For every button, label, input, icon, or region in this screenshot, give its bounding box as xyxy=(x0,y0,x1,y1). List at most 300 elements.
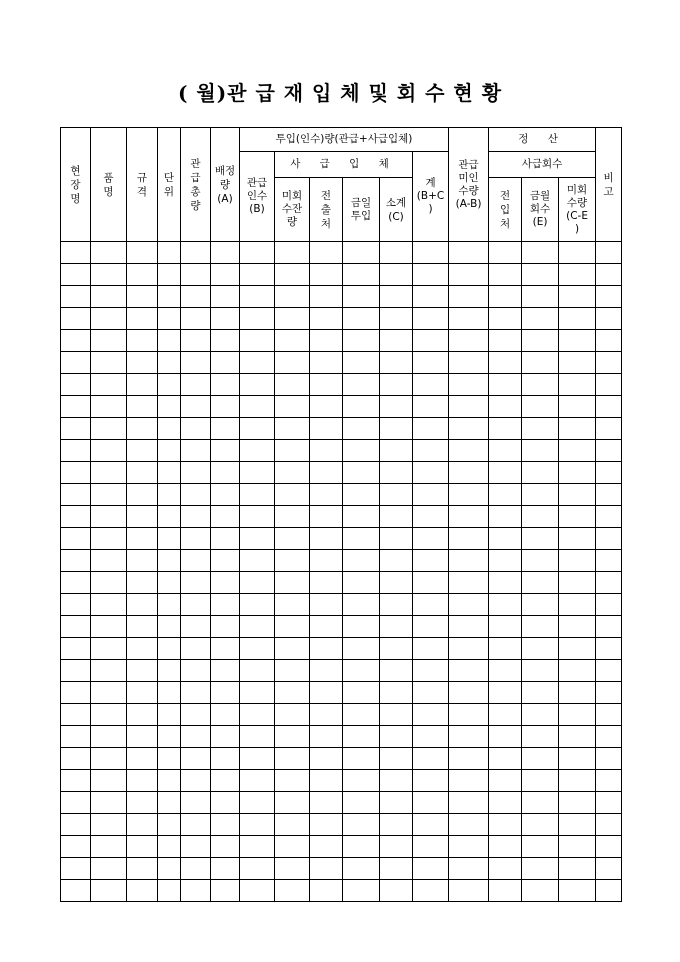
table-cell[interactable] xyxy=(127,594,158,616)
table-cell[interactable] xyxy=(181,594,211,616)
table-cell[interactable] xyxy=(275,484,310,506)
table-cell[interactable] xyxy=(61,286,91,308)
table-cell[interactable] xyxy=(61,770,91,792)
table-cell[interactable] xyxy=(61,352,91,374)
table-cell[interactable] xyxy=(91,462,127,484)
table-cell[interactable] xyxy=(343,880,380,902)
table-cell[interactable] xyxy=(310,880,343,902)
table-cell[interactable] xyxy=(343,374,380,396)
table-cell[interactable] xyxy=(413,858,449,880)
table-cell[interactable] xyxy=(413,506,449,528)
table-cell[interactable] xyxy=(211,440,240,462)
table-cell[interactable] xyxy=(413,726,449,748)
table-cell[interactable] xyxy=(61,242,91,264)
table-cell[interactable] xyxy=(211,572,240,594)
table-cell[interactable] xyxy=(449,418,489,440)
table-cell[interactable] xyxy=(127,572,158,594)
table-cell[interactable] xyxy=(91,594,127,616)
table-cell[interactable] xyxy=(343,660,380,682)
table-cell[interactable] xyxy=(181,858,211,880)
table-cell[interactable] xyxy=(449,770,489,792)
table-cell[interactable] xyxy=(61,308,91,330)
table-cell[interactable] xyxy=(596,352,622,374)
table-cell[interactable] xyxy=(158,726,181,748)
table-cell[interactable] xyxy=(310,352,343,374)
table-cell[interactable] xyxy=(211,352,240,374)
table-cell[interactable] xyxy=(449,462,489,484)
table-cell[interactable] xyxy=(559,682,596,704)
table-cell[interactable] xyxy=(240,792,275,814)
table-cell[interactable] xyxy=(596,330,622,352)
table-cell[interactable] xyxy=(449,286,489,308)
table-cell[interactable] xyxy=(380,396,413,418)
table-cell[interactable] xyxy=(240,286,275,308)
table-cell[interactable] xyxy=(449,484,489,506)
table-cell[interactable] xyxy=(211,616,240,638)
table-cell[interactable] xyxy=(275,726,310,748)
table-cell[interactable] xyxy=(449,572,489,594)
table-cell[interactable] xyxy=(489,682,522,704)
table-cell[interactable] xyxy=(522,242,559,264)
table-cell[interactable] xyxy=(158,880,181,902)
table-cell[interactable] xyxy=(380,836,413,858)
table-cell[interactable] xyxy=(380,660,413,682)
table-cell[interactable] xyxy=(310,484,343,506)
table-cell[interactable] xyxy=(158,616,181,638)
table-cell[interactable] xyxy=(449,858,489,880)
table-cell[interactable] xyxy=(522,594,559,616)
table-cell[interactable] xyxy=(380,440,413,462)
table-cell[interactable] xyxy=(449,814,489,836)
table-cell[interactable] xyxy=(275,814,310,836)
table-cell[interactable] xyxy=(559,770,596,792)
table-cell[interactable] xyxy=(240,352,275,374)
table-cell[interactable] xyxy=(211,638,240,660)
table-cell[interactable] xyxy=(91,660,127,682)
table-cell[interactable] xyxy=(275,572,310,594)
table-cell[interactable] xyxy=(275,462,310,484)
table-cell[interactable] xyxy=(310,528,343,550)
table-cell[interactable] xyxy=(158,484,181,506)
table-cell[interactable] xyxy=(559,638,596,660)
table-cell[interactable] xyxy=(489,594,522,616)
table-cell[interactable] xyxy=(91,418,127,440)
table-cell[interactable] xyxy=(489,880,522,902)
table-cell[interactable] xyxy=(211,594,240,616)
table-cell[interactable] xyxy=(559,506,596,528)
table-cell[interactable] xyxy=(522,418,559,440)
table-cell[interactable] xyxy=(343,550,380,572)
table-cell[interactable] xyxy=(91,484,127,506)
table-cell[interactable] xyxy=(61,418,91,440)
table-cell[interactable] xyxy=(559,616,596,638)
table-cell[interactable] xyxy=(211,814,240,836)
table-cell[interactable] xyxy=(310,814,343,836)
table-cell[interactable] xyxy=(343,836,380,858)
table-cell[interactable] xyxy=(413,440,449,462)
table-cell[interactable] xyxy=(181,836,211,858)
table-cell[interactable] xyxy=(240,484,275,506)
table-cell[interactable] xyxy=(127,330,158,352)
table-cell[interactable] xyxy=(158,396,181,418)
table-cell[interactable] xyxy=(522,484,559,506)
table-cell[interactable] xyxy=(61,836,91,858)
table-cell[interactable] xyxy=(158,264,181,286)
table-cell[interactable] xyxy=(559,462,596,484)
table-cell[interactable] xyxy=(413,704,449,726)
table-cell[interactable] xyxy=(240,594,275,616)
table-cell[interactable] xyxy=(61,374,91,396)
table-cell[interactable] xyxy=(61,528,91,550)
table-cell[interactable] xyxy=(449,308,489,330)
table-cell[interactable] xyxy=(449,682,489,704)
table-cell[interactable] xyxy=(181,352,211,374)
table-cell[interactable] xyxy=(559,418,596,440)
table-cell[interactable] xyxy=(61,660,91,682)
table-cell[interactable] xyxy=(449,836,489,858)
table-cell[interactable] xyxy=(127,858,158,880)
table-cell[interactable] xyxy=(449,726,489,748)
table-cell[interactable] xyxy=(91,682,127,704)
table-cell[interactable] xyxy=(343,572,380,594)
table-cell[interactable] xyxy=(413,330,449,352)
table-cell[interactable] xyxy=(240,528,275,550)
table-cell[interactable] xyxy=(158,704,181,726)
table-cell[interactable] xyxy=(61,748,91,770)
table-cell[interactable] xyxy=(489,418,522,440)
table-cell[interactable] xyxy=(596,462,622,484)
table-cell[interactable] xyxy=(240,814,275,836)
table-cell[interactable] xyxy=(522,396,559,418)
table-cell[interactable] xyxy=(559,286,596,308)
table-cell[interactable] xyxy=(240,374,275,396)
table-cell[interactable] xyxy=(343,352,380,374)
table-cell[interactable] xyxy=(240,726,275,748)
table-cell[interactable] xyxy=(413,462,449,484)
table-cell[interactable] xyxy=(559,352,596,374)
table-cell[interactable] xyxy=(158,682,181,704)
table-cell[interactable] xyxy=(211,418,240,440)
table-cell[interactable] xyxy=(275,682,310,704)
table-cell[interactable] xyxy=(240,748,275,770)
table-cell[interactable] xyxy=(489,792,522,814)
table-cell[interactable] xyxy=(91,286,127,308)
table-cell[interactable] xyxy=(343,528,380,550)
table-cell[interactable] xyxy=(61,858,91,880)
table-cell[interactable] xyxy=(343,858,380,880)
table-cell[interactable] xyxy=(240,616,275,638)
table-cell[interactable] xyxy=(522,506,559,528)
table-cell[interactable] xyxy=(91,572,127,594)
table-cell[interactable] xyxy=(380,462,413,484)
table-cell[interactable] xyxy=(158,748,181,770)
table-cell[interactable] xyxy=(343,308,380,330)
table-cell[interactable] xyxy=(596,528,622,550)
table-cell[interactable] xyxy=(240,330,275,352)
table-cell[interactable] xyxy=(380,792,413,814)
table-cell[interactable] xyxy=(211,462,240,484)
table-cell[interactable] xyxy=(211,770,240,792)
table-cell[interactable] xyxy=(596,880,622,902)
table-cell[interactable] xyxy=(240,836,275,858)
table-cell[interactable] xyxy=(127,528,158,550)
table-cell[interactable] xyxy=(596,726,622,748)
table-cell[interactable] xyxy=(310,308,343,330)
table-cell[interactable] xyxy=(413,242,449,264)
table-cell[interactable] xyxy=(380,506,413,528)
table-cell[interactable] xyxy=(559,704,596,726)
table-cell[interactable] xyxy=(61,814,91,836)
table-cell[interactable] xyxy=(413,396,449,418)
table-cell[interactable] xyxy=(127,462,158,484)
table-cell[interactable] xyxy=(489,484,522,506)
table-cell[interactable] xyxy=(559,792,596,814)
table-cell[interactable] xyxy=(181,770,211,792)
table-cell[interactable] xyxy=(127,638,158,660)
table-cell[interactable] xyxy=(449,616,489,638)
table-cell[interactable] xyxy=(61,484,91,506)
table-cell[interactable] xyxy=(310,792,343,814)
table-cell[interactable] xyxy=(181,396,211,418)
table-cell[interactable] xyxy=(181,638,211,660)
table-cell[interactable] xyxy=(413,418,449,440)
table-cell[interactable] xyxy=(127,484,158,506)
table-cell[interactable] xyxy=(158,462,181,484)
table-cell[interactable] xyxy=(158,374,181,396)
table-cell[interactable] xyxy=(380,814,413,836)
table-cell[interactable] xyxy=(275,440,310,462)
table-cell[interactable] xyxy=(489,374,522,396)
table-cell[interactable] xyxy=(240,440,275,462)
table-cell[interactable] xyxy=(489,242,522,264)
table-cell[interactable] xyxy=(61,572,91,594)
table-cell[interactable] xyxy=(449,660,489,682)
table-cell[interactable] xyxy=(413,682,449,704)
table-cell[interactable] xyxy=(91,792,127,814)
table-cell[interactable] xyxy=(559,374,596,396)
table-cell[interactable] xyxy=(489,264,522,286)
table-cell[interactable] xyxy=(275,660,310,682)
table-cell[interactable] xyxy=(127,264,158,286)
table-cell[interactable] xyxy=(489,572,522,594)
table-cell[interactable] xyxy=(596,792,622,814)
table-cell[interactable] xyxy=(181,792,211,814)
table-cell[interactable] xyxy=(181,418,211,440)
table-cell[interactable] xyxy=(449,704,489,726)
table-cell[interactable] xyxy=(559,528,596,550)
table-cell[interactable] xyxy=(343,396,380,418)
table-cell[interactable] xyxy=(343,770,380,792)
table-cell[interactable] xyxy=(61,682,91,704)
table-cell[interactable] xyxy=(596,286,622,308)
table-cell[interactable] xyxy=(275,528,310,550)
table-cell[interactable] xyxy=(413,836,449,858)
table-cell[interactable] xyxy=(158,308,181,330)
table-cell[interactable] xyxy=(211,550,240,572)
table-cell[interactable] xyxy=(91,638,127,660)
table-cell[interactable] xyxy=(559,858,596,880)
table-cell[interactable] xyxy=(522,682,559,704)
table-cell[interactable] xyxy=(310,594,343,616)
table-cell[interactable] xyxy=(91,264,127,286)
table-cell[interactable] xyxy=(275,352,310,374)
table-cell[interactable] xyxy=(522,836,559,858)
table-cell[interactable] xyxy=(343,616,380,638)
table-cell[interactable] xyxy=(240,638,275,660)
table-cell[interactable] xyxy=(61,638,91,660)
table-cell[interactable] xyxy=(380,770,413,792)
table-cell[interactable] xyxy=(158,242,181,264)
table-cell[interactable] xyxy=(158,418,181,440)
table-cell[interactable] xyxy=(158,770,181,792)
table-cell[interactable] xyxy=(211,374,240,396)
table-cell[interactable] xyxy=(413,616,449,638)
table-cell[interactable] xyxy=(596,484,622,506)
table-cell[interactable] xyxy=(61,704,91,726)
table-cell[interactable] xyxy=(181,528,211,550)
table-cell[interactable] xyxy=(275,616,310,638)
table-cell[interactable] xyxy=(489,770,522,792)
table-cell[interactable] xyxy=(211,286,240,308)
table-cell[interactable] xyxy=(522,858,559,880)
table-cell[interactable] xyxy=(559,550,596,572)
table-cell[interactable] xyxy=(91,330,127,352)
table-cell[interactable] xyxy=(522,330,559,352)
table-cell[interactable] xyxy=(211,858,240,880)
table-cell[interactable] xyxy=(275,550,310,572)
table-cell[interactable] xyxy=(61,616,91,638)
table-cell[interactable] xyxy=(158,286,181,308)
table-cell[interactable] xyxy=(489,726,522,748)
table-cell[interactable] xyxy=(181,880,211,902)
table-cell[interactable] xyxy=(211,528,240,550)
table-cell[interactable] xyxy=(181,330,211,352)
table-cell[interactable] xyxy=(522,770,559,792)
table-cell[interactable] xyxy=(380,330,413,352)
table-cell[interactable] xyxy=(181,484,211,506)
table-cell[interactable] xyxy=(559,836,596,858)
table-cell[interactable] xyxy=(181,462,211,484)
table-cell[interactable] xyxy=(240,704,275,726)
table-cell[interactable] xyxy=(275,748,310,770)
table-cell[interactable] xyxy=(240,858,275,880)
table-cell[interactable] xyxy=(489,836,522,858)
table-cell[interactable] xyxy=(522,440,559,462)
table-cell[interactable] xyxy=(275,374,310,396)
table-cell[interactable] xyxy=(158,550,181,572)
table-cell[interactable] xyxy=(91,836,127,858)
table-cell[interactable] xyxy=(489,396,522,418)
table-cell[interactable] xyxy=(559,726,596,748)
table-cell[interactable] xyxy=(127,550,158,572)
table-cell[interactable] xyxy=(413,880,449,902)
table-cell[interactable] xyxy=(158,814,181,836)
table-cell[interactable] xyxy=(343,286,380,308)
table-cell[interactable] xyxy=(211,308,240,330)
table-cell[interactable] xyxy=(310,638,343,660)
table-cell[interactable] xyxy=(158,506,181,528)
table-cell[interactable] xyxy=(522,814,559,836)
table-cell[interactable] xyxy=(343,484,380,506)
table-cell[interactable] xyxy=(211,792,240,814)
table-cell[interactable] xyxy=(380,374,413,396)
table-cell[interactable] xyxy=(559,594,596,616)
table-cell[interactable] xyxy=(240,462,275,484)
table-cell[interactable] xyxy=(343,440,380,462)
table-cell[interactable] xyxy=(380,550,413,572)
table-cell[interactable] xyxy=(61,506,91,528)
table-cell[interactable] xyxy=(91,616,127,638)
table-cell[interactable] xyxy=(158,528,181,550)
table-cell[interactable] xyxy=(211,726,240,748)
table-cell[interactable] xyxy=(310,704,343,726)
table-cell[interactable] xyxy=(380,748,413,770)
table-cell[interactable] xyxy=(559,440,596,462)
table-cell[interactable] xyxy=(596,616,622,638)
table-cell[interactable] xyxy=(522,308,559,330)
table-cell[interactable] xyxy=(211,264,240,286)
table-cell[interactable] xyxy=(596,550,622,572)
table-cell[interactable] xyxy=(127,682,158,704)
table-cell[interactable] xyxy=(343,462,380,484)
table-cell[interactable] xyxy=(489,616,522,638)
table-cell[interactable] xyxy=(380,286,413,308)
table-cell[interactable] xyxy=(310,418,343,440)
table-cell[interactable] xyxy=(489,704,522,726)
table-cell[interactable] xyxy=(91,308,127,330)
table-cell[interactable] xyxy=(522,528,559,550)
table-cell[interactable] xyxy=(559,484,596,506)
table-cell[interactable] xyxy=(310,836,343,858)
table-cell[interactable] xyxy=(522,286,559,308)
table-cell[interactable] xyxy=(596,418,622,440)
table-cell[interactable] xyxy=(489,308,522,330)
table-cell[interactable] xyxy=(310,572,343,594)
table-cell[interactable] xyxy=(61,440,91,462)
table-cell[interactable] xyxy=(275,308,310,330)
table-cell[interactable] xyxy=(380,308,413,330)
table-cell[interactable] xyxy=(240,550,275,572)
table-cell[interactable] xyxy=(489,638,522,660)
table-cell[interactable] xyxy=(91,770,127,792)
table-cell[interactable] xyxy=(275,638,310,660)
table-cell[interactable] xyxy=(61,880,91,902)
table-cell[interactable] xyxy=(596,836,622,858)
table-cell[interactable] xyxy=(596,704,622,726)
table-cell[interactable] xyxy=(380,682,413,704)
table-cell[interactable] xyxy=(522,352,559,374)
table-cell[interactable] xyxy=(489,858,522,880)
table-cell[interactable] xyxy=(275,330,310,352)
table-cell[interactable] xyxy=(211,836,240,858)
table-cell[interactable] xyxy=(413,638,449,660)
table-cell[interactable] xyxy=(449,880,489,902)
table-cell[interactable] xyxy=(380,352,413,374)
table-cell[interactable] xyxy=(343,264,380,286)
table-cell[interactable] xyxy=(522,638,559,660)
table-cell[interactable] xyxy=(127,286,158,308)
table-cell[interactable] xyxy=(240,880,275,902)
table-cell[interactable] xyxy=(413,748,449,770)
table-cell[interactable] xyxy=(343,330,380,352)
table-cell[interactable] xyxy=(413,770,449,792)
table-cell[interactable] xyxy=(596,396,622,418)
table-cell[interactable] xyxy=(489,352,522,374)
table-cell[interactable] xyxy=(343,418,380,440)
table-cell[interactable] xyxy=(310,726,343,748)
table-cell[interactable] xyxy=(380,572,413,594)
table-cell[interactable] xyxy=(489,528,522,550)
